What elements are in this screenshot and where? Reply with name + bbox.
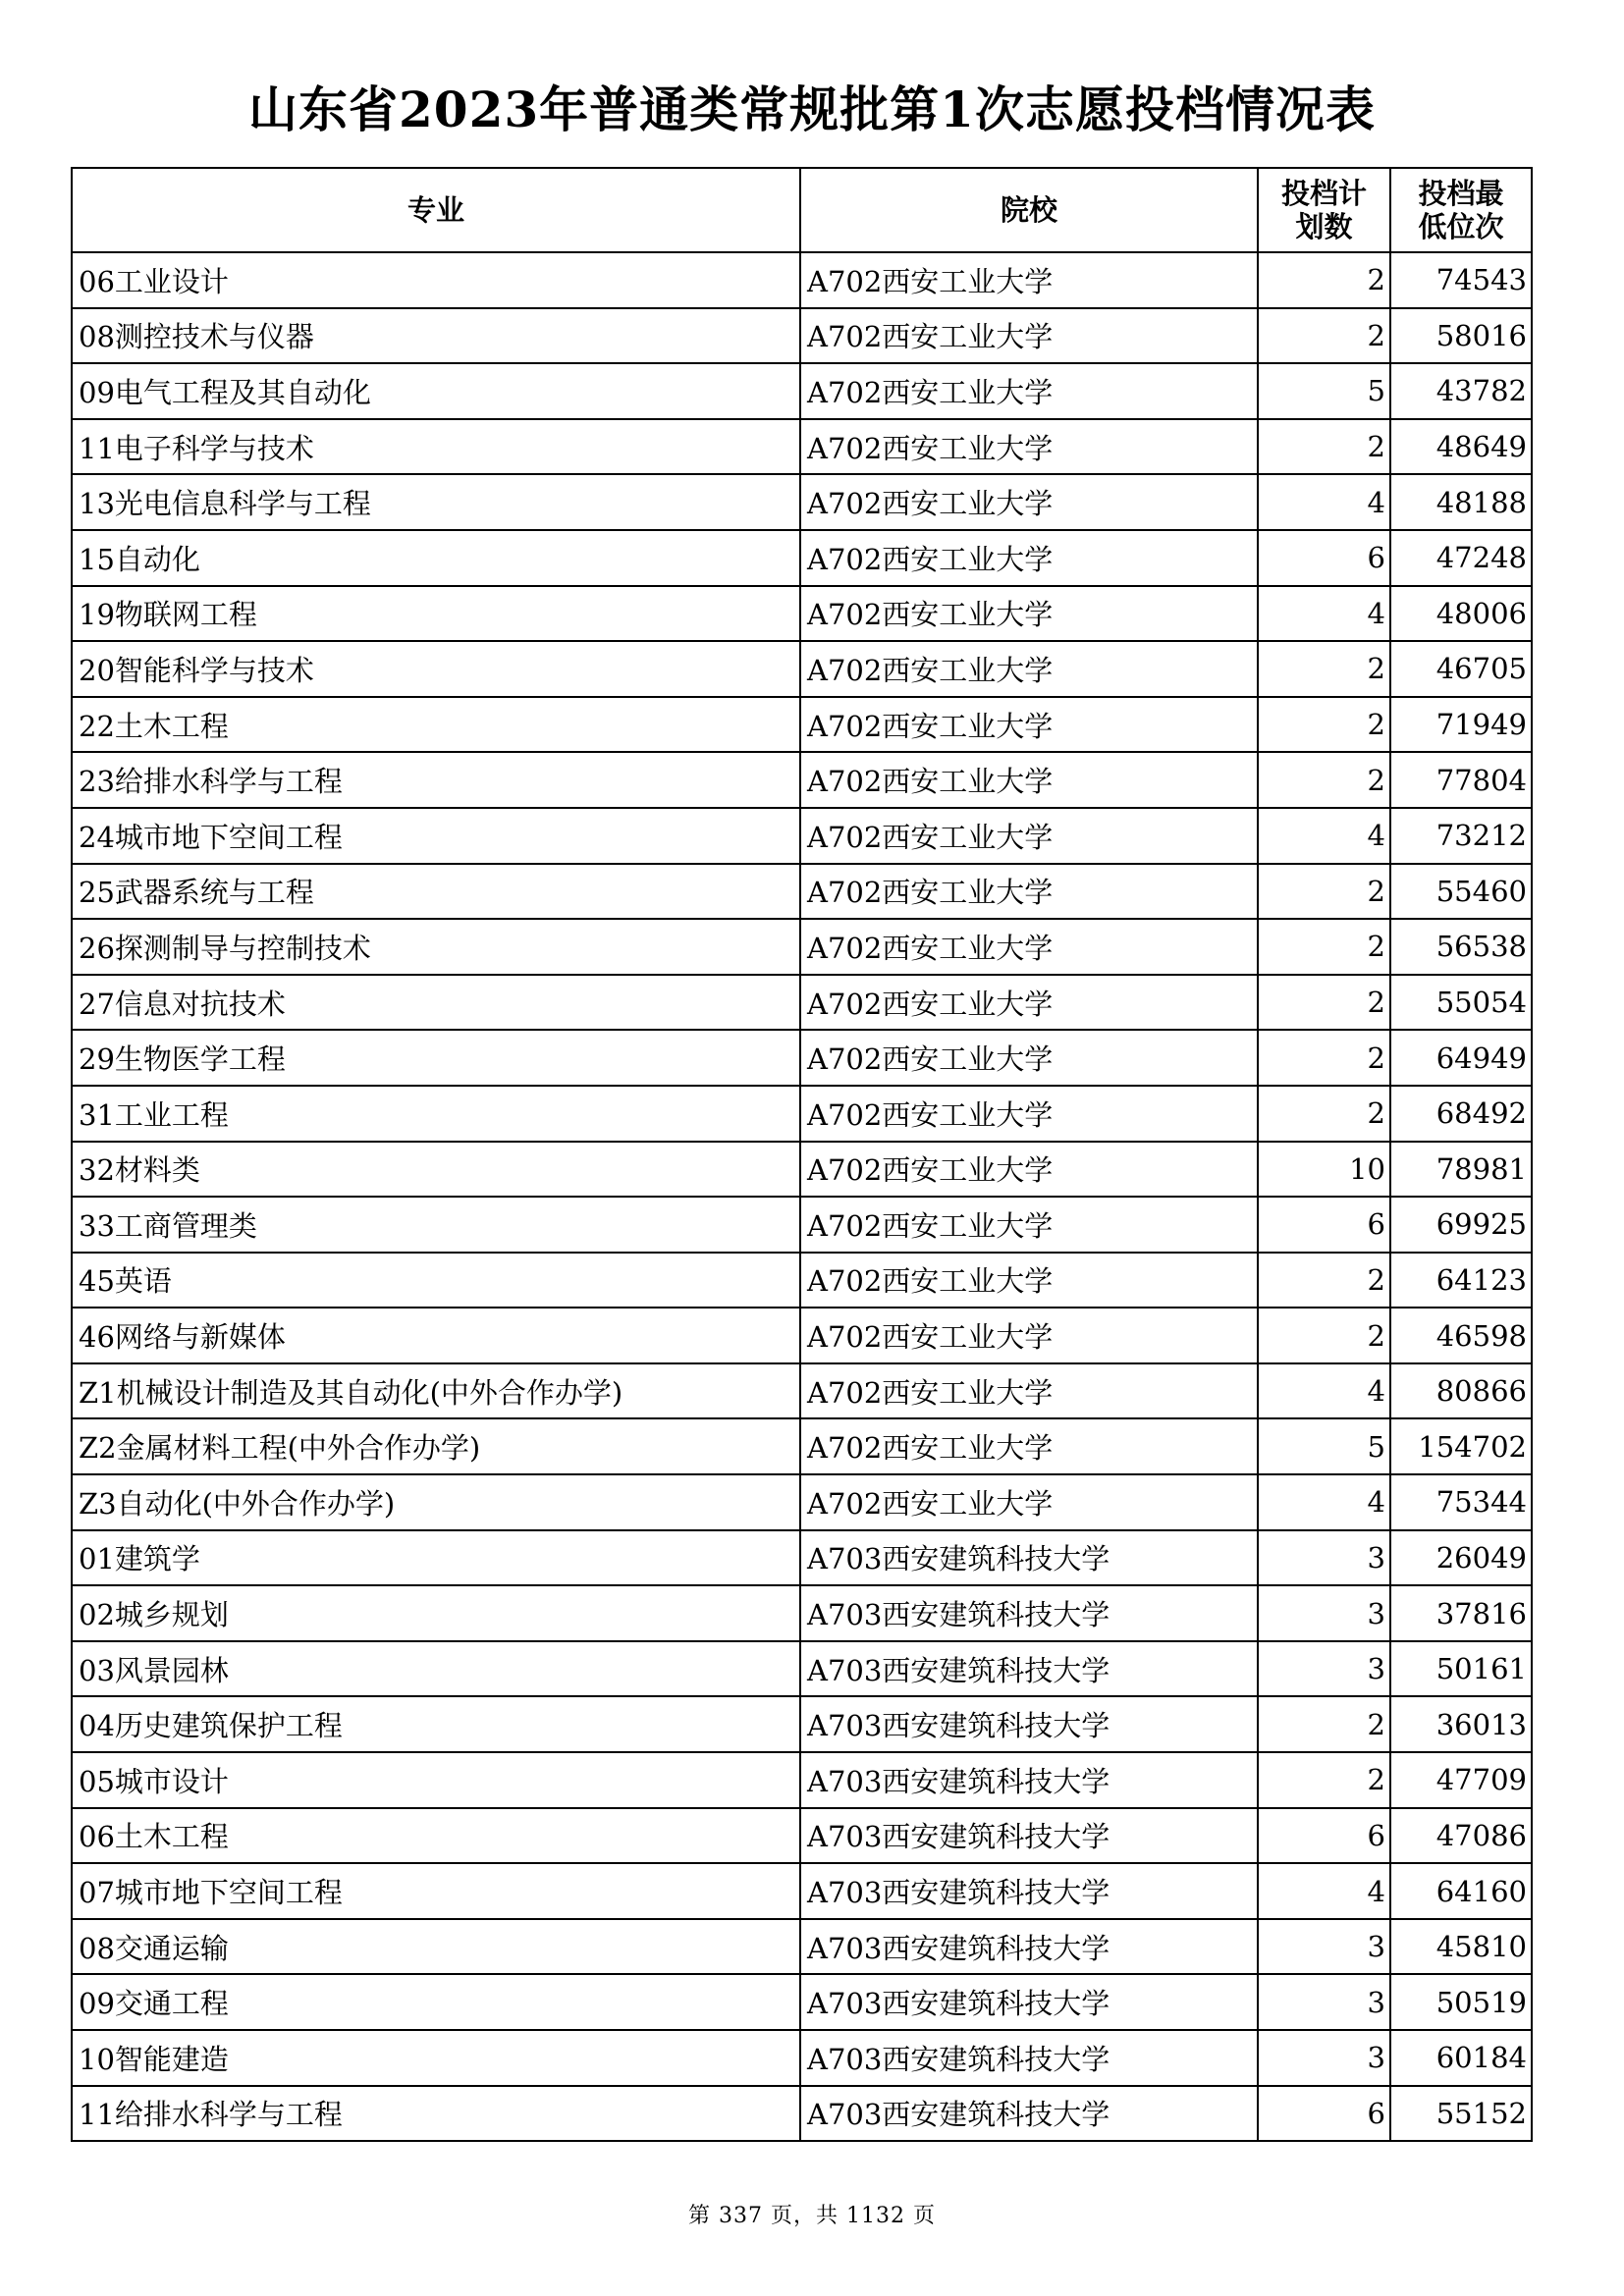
min-rank-cell: 64160 [1390,1863,1532,1919]
major-cell: 09电气工程及其自动化 [72,363,800,419]
min-rank-cell: 47248 [1390,530,1532,586]
min-rank-cell: 46705 [1390,641,1532,697]
school-cell: A703西安建筑科技大学 [800,1808,1258,1864]
major-cell: 25武器系统与工程 [72,864,800,920]
min-rank-cell: 37816 [1390,1585,1532,1641]
major-cell: 31工业工程 [72,1086,800,1142]
min-rank-cell: 74543 [1390,252,1532,308]
major-cell: 15自动化 [72,530,800,586]
table-row [72,1418,1532,1474]
school-cell: A702西安工业大学 [800,1142,1258,1198]
plan-count-cell: 2 [1258,419,1390,475]
min-rank-cell: 60184 [1390,2030,1532,2086]
min-rank-cell: 48649 [1390,419,1532,475]
school-cell: A702西安工业大学 [800,1474,1258,1530]
plan-count-cell: 2 [1258,752,1390,808]
table-row [72,1030,1532,1086]
table-row [72,1086,1532,1142]
page-footer: 第 337 页，共 1132 页 [688,2204,936,2228]
table-row [72,1308,1532,1363]
min-rank-cell: 56538 [1390,919,1532,975]
table-row [72,363,1532,419]
min-rank-cell: 71949 [1390,697,1532,753]
plan-count-cell: 2 [1258,1086,1390,1142]
min-rank-cell: 43782 [1390,363,1532,419]
major-cell: 33工商管理类 [72,1197,800,1253]
major-cell: 26探测制导与控制技术 [72,919,800,975]
major-cell: 46网络与新媒体 [72,1308,800,1363]
admission-table [71,167,1533,2142]
header-rank-line1: 投档最 [1418,177,1504,210]
table-header-row [72,168,1532,252]
plan-count-cell: 5 [1258,1418,1390,1474]
major-cell: 27信息对抗技术 [72,975,800,1031]
min-rank-cell: 77804 [1390,752,1532,808]
plan-count-cell: 6 [1258,1808,1390,1864]
major-cell: Z2金属材料工程(中外合作办学) [72,1418,800,1474]
plan-count-cell: 2 [1258,1752,1390,1808]
school-cell: A703西安建筑科技大学 [800,1530,1258,1586]
school-cell: A702西安工业大学 [800,1086,1258,1142]
plan-count-cell: 2 [1258,252,1390,308]
header-school: 院校 [800,168,1258,252]
table-row [72,2086,1532,2142]
major-cell: 06工业设计 [72,252,800,308]
plan-count-cell: 2 [1258,1030,1390,1086]
plan-count-cell: 4 [1258,1474,1390,1530]
table-row [72,1863,1532,1919]
table-row [72,1474,1532,1530]
school-cell: A702西安工业大学 [800,641,1258,697]
min-rank-cell: 80866 [1390,1363,1532,1419]
school-cell: A703西安建筑科技大学 [800,1585,1258,1641]
table-row [72,919,1532,975]
min-rank-cell: 55152 [1390,2086,1532,2142]
school-cell: A703西安建筑科技大学 [800,1752,1258,1808]
min-rank-cell: 50161 [1390,1641,1532,1697]
table-row [72,1363,1532,1419]
school-cell: A702西安工业大学 [800,1418,1258,1474]
school-cell: A702西安工业大学 [800,975,1258,1031]
plan-count-cell: 2 [1258,641,1390,697]
min-rank-cell: 48006 [1390,586,1532,642]
table-row [72,586,1532,642]
min-rank-cell: 68492 [1390,1086,1532,1142]
header-plan-line1: 投档计 [1280,177,1367,210]
min-rank-cell: 47709 [1390,1752,1532,1808]
min-rank-cell: 58016 [1390,308,1532,364]
plan-count-cell: 2 [1258,308,1390,364]
table-row [72,2030,1532,2086]
header-plan-line2: 划数 [1295,210,1353,243]
min-rank-cell: 69925 [1390,1197,1532,1253]
header-rank-line2: 低位次 [1418,210,1504,243]
plan-count-cell: 2 [1258,919,1390,975]
table-row [72,641,1532,697]
school-cell: A703西安建筑科技大学 [800,1641,1258,1697]
major-cell: Z3自动化(中外合作办学) [72,1474,800,1530]
major-cell: 01建筑学 [72,1530,800,1586]
major-cell: 09交通工程 [72,1974,800,2030]
plan-count-cell: 4 [1258,586,1390,642]
table-row [72,1919,1532,1975]
school-cell: A702西安工业大学 [800,586,1258,642]
plan-count-cell: 3 [1258,1641,1390,1697]
plan-count-cell: 2 [1258,975,1390,1031]
school-cell: A702西安工业大学 [800,1253,1258,1308]
table-row [72,1808,1532,1864]
min-rank-cell: 47086 [1390,1808,1532,1864]
major-cell: 06土木工程 [72,1808,800,1864]
table-body [72,252,1532,2141]
min-rank-cell: 154702 [1390,1418,1532,1474]
plan-count-cell: 4 [1258,1363,1390,1419]
school-cell: A703西安建筑科技大学 [800,1919,1258,1975]
table-row [72,1253,1532,1308]
plan-count-cell: 10 [1258,1142,1390,1198]
school-cell: A702西安工业大学 [800,363,1258,419]
major-cell: 23给排水科学与工程 [72,752,800,808]
min-rank-cell: 73212 [1390,808,1532,864]
plan-count-cell: 6 [1258,2086,1390,2142]
table-row [72,864,1532,920]
school-cell: A702西安工业大学 [800,474,1258,530]
header-major: 专业 [72,168,800,252]
major-cell: 24城市地下空间工程 [72,808,800,864]
school-cell: A703西安建筑科技大学 [800,2030,1258,2086]
major-cell: 07城市地下空间工程 [72,1863,800,1919]
min-rank-cell: 48188 [1390,474,1532,530]
major-cell: 11电子科学与技术 [72,419,800,475]
plan-count-cell: 3 [1258,1974,1390,2030]
plan-count-cell: 2 [1258,1696,1390,1752]
plan-count-cell: 2 [1258,1308,1390,1363]
major-cell: 10智能建造 [72,2030,800,2086]
min-rank-cell: 78981 [1390,1142,1532,1198]
header-rank [1390,168,1532,252]
major-cell: 03风景园林 [72,1641,800,1697]
table-row [72,1641,1532,1697]
plan-count-cell: 3 [1258,2030,1390,2086]
plan-count-cell: 4 [1258,474,1390,530]
school-cell: A702西安工业大学 [800,1030,1258,1086]
major-cell: 08测控技术与仪器 [72,308,800,364]
min-rank-cell: 26049 [1390,1530,1532,1586]
plan-count-cell: 3 [1258,1530,1390,1586]
min-rank-cell: 36013 [1390,1696,1532,1752]
school-cell: A702西安工业大学 [800,864,1258,920]
table-row [72,1696,1532,1752]
table-row [72,308,1532,364]
school-cell: A702西安工业大学 [800,252,1258,308]
major-cell: 08交通运输 [72,1919,800,1975]
min-rank-cell: 45810 [1390,1919,1532,1975]
plan-count-cell: 6 [1258,530,1390,586]
min-rank-cell: 46598 [1390,1308,1532,1363]
school-cell: A702西安工业大学 [800,419,1258,475]
school-cell: A702西安工业大学 [800,919,1258,975]
major-cell: 19物联网工程 [72,586,800,642]
table-row [72,808,1532,864]
school-cell: A703西安建筑科技大学 [800,2086,1258,2142]
plan-count-cell: 2 [1258,697,1390,753]
major-cell: 29生物医学工程 [72,1030,800,1086]
school-cell: A703西安建筑科技大学 [800,1974,1258,2030]
school-cell: A702西安工业大学 [800,1363,1258,1419]
plan-count-cell: 2 [1258,864,1390,920]
min-rank-cell: 55054 [1390,975,1532,1031]
plan-count-cell: 3 [1258,1919,1390,1975]
header-plan [1258,168,1390,252]
major-cell: 05城市设计 [72,1752,800,1808]
school-cell: A703西安建筑科技大学 [800,1696,1258,1752]
table-row [72,1974,1532,2030]
school-cell: A702西安工业大学 [800,530,1258,586]
min-rank-cell: 75344 [1390,1474,1532,1530]
table-row [72,1197,1532,1253]
table-row [72,1752,1532,1808]
table-row [72,530,1532,586]
table-row [72,252,1532,308]
min-rank-cell: 55460 [1390,864,1532,920]
major-cell: 22土木工程 [72,697,800,753]
plan-count-cell: 4 [1258,808,1390,864]
table-row [72,474,1532,530]
school-cell: A702西安工业大学 [800,1308,1258,1363]
school-cell: A703西安建筑科技大学 [800,1863,1258,1919]
school-cell: A702西安工业大学 [800,697,1258,753]
table-row [72,1585,1532,1641]
school-cell: A702西安工业大学 [800,308,1258,364]
plan-count-cell: 3 [1258,1585,1390,1641]
plan-count-cell: 4 [1258,1863,1390,1919]
major-cell: Z1机械设计制造及其自动化(中外合作办学) [72,1363,800,1419]
major-cell: 04历史建筑保护工程 [72,1696,800,1752]
table-row [72,1142,1532,1198]
plan-count-cell: 5 [1258,363,1390,419]
plan-count-cell: 6 [1258,1197,1390,1253]
school-cell: A702西安工业大学 [800,1197,1258,1253]
school-cell: A702西安工业大学 [800,752,1258,808]
major-cell: 11给排水科学与工程 [72,2086,800,2142]
major-cell: 02城乡规划 [72,1585,800,1641]
major-cell: 45英语 [72,1253,800,1308]
table-row [72,752,1532,808]
min-rank-cell: 50519 [1390,1974,1532,2030]
major-cell: 20智能科学与技术 [72,641,800,697]
min-rank-cell: 64123 [1390,1253,1532,1308]
table-row [72,975,1532,1031]
school-cell: A702西安工业大学 [800,808,1258,864]
table-row [72,419,1532,475]
page-title: 山东省2023年普通类常规批第1次志愿投档情况表 [248,80,1376,138]
major-cell: 32材料类 [72,1142,800,1198]
major-cell: 13光电信息科学与工程 [72,474,800,530]
table-row [72,1530,1532,1586]
min-rank-cell: 64949 [1390,1030,1532,1086]
table-row [72,697,1532,753]
plan-count-cell: 2 [1258,1253,1390,1308]
